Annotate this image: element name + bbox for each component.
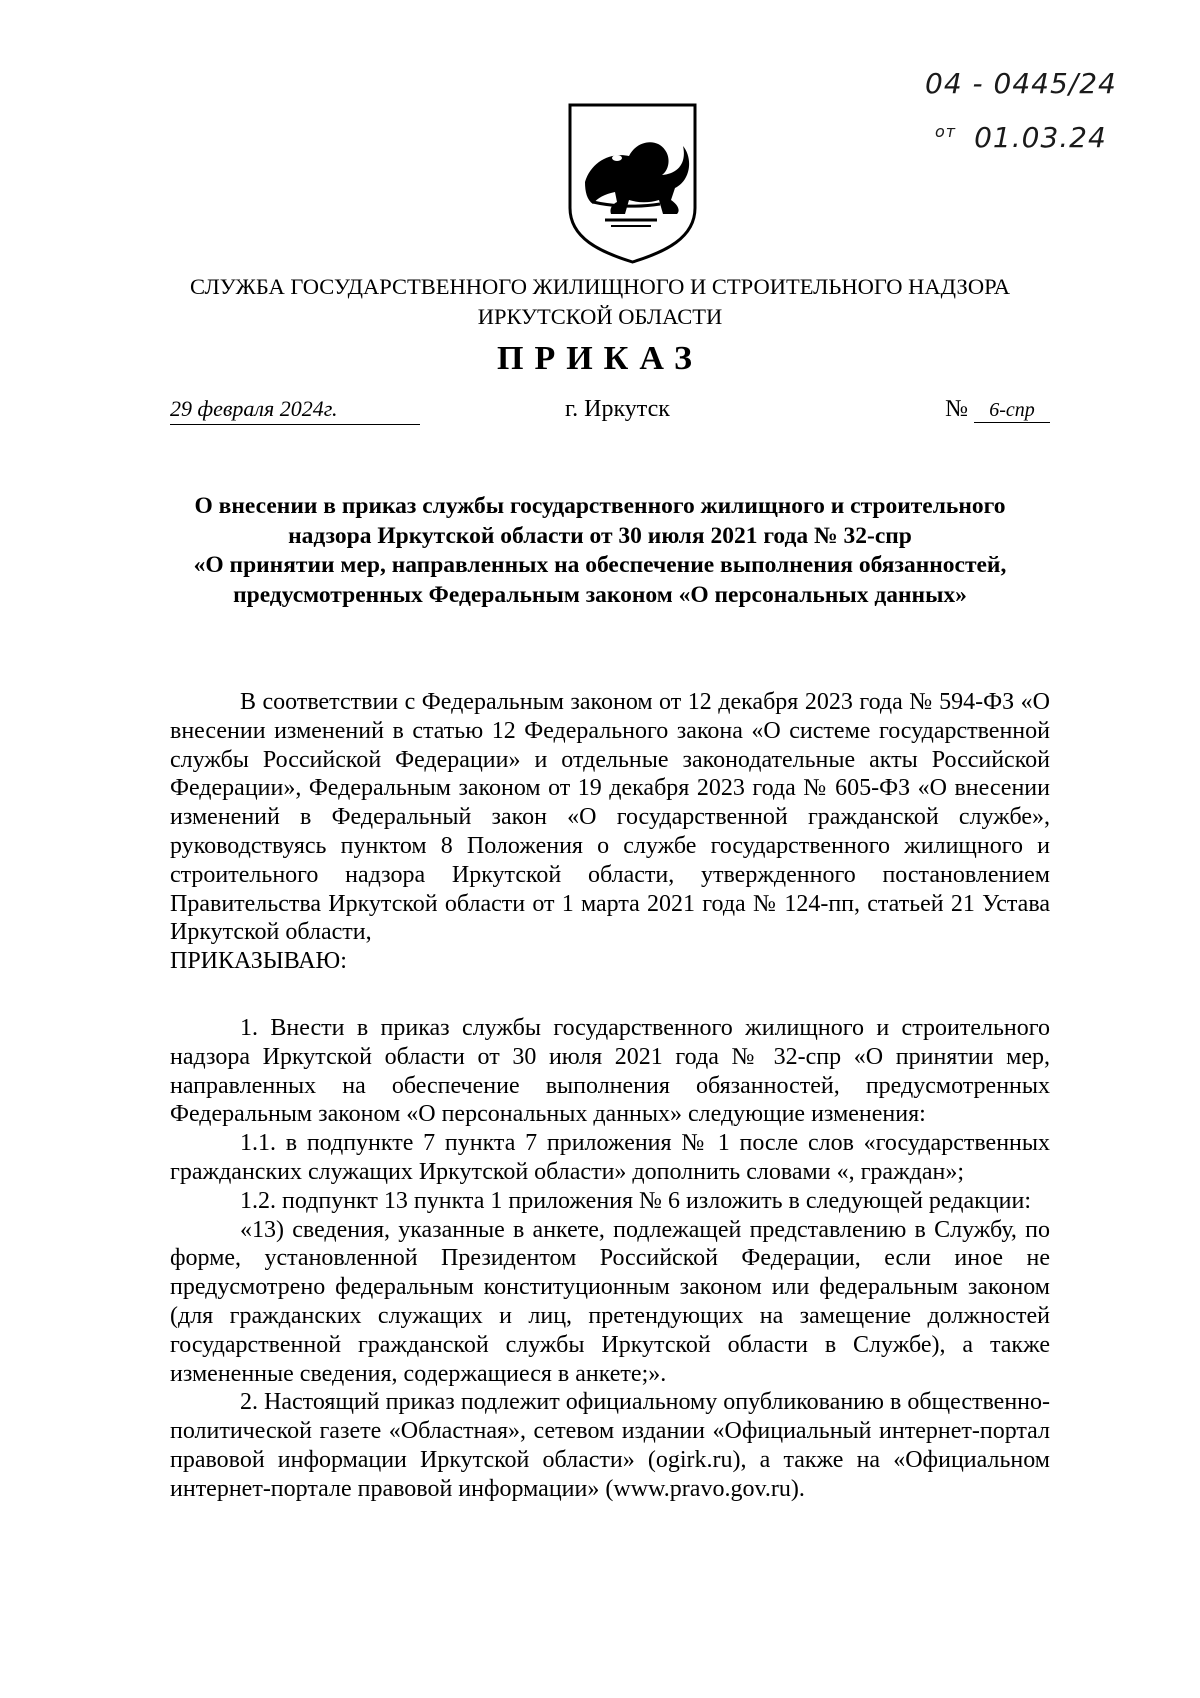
preamble-paragraph: В соответствии с Федеральным законом от 12 декабря 2023 года № 594-ФЗ «О внесении изменений в статью 12 Федерального закона «О системе государственной службы Российской Федерации» и отдельные законодательные акты Российской Федерации», Федеральным законом от 19 декабря 2023 года № 605-ФЗ «О внесении изменений в Федеральный закон «О государственной гражданской службе», руководствуясь пунктом 8 Положения о службе государственного жилищного и строительного надзора Иркутской области, утвержденного постановлением Правительства Иркутской области от 1 марта 2021 года № 124-пп, статьей 21 Устава Иркутской области,	[170, 689, 1050, 946]
registration-date: 01.03.24	[974, 121, 1107, 154]
document-type-title: ПРИКАЗ	[497, 340, 703, 377]
registration-date-prefix: от	[935, 122, 957, 141]
order-item: 1.1. в подпункте 7 пункта 7 приложения № 1 после слов «государственных гражданских служащих Иркутской области» дополнить словами «, граждан»;	[170, 1130, 1050, 1185]
agency-name	[150, 272, 1050, 332]
order-item: «13) сведения, указанные в анкете, подлежащей представлению в Службу, по форме, установленной Президентом Российской Федерации, если иное не предусмотрено федеральным конституционным законом или федеральным законом (для гражданских служащих и лиц, претендующих на замещение должностей государственной гражданской службы Иркутской области в Службе), а также измененные сведения, содержащиеся в анкете;».	[170, 1216, 1050, 1387]
order-items	[170, 1014, 1050, 1504]
order-word: ПРИКАЗЫВАЮ:	[170, 948, 347, 975]
order-number	[945, 396, 1050, 423]
order-item: 1.2. подпункт 13 пункта 1 приложения № 6 изложить в следующей редакции:	[240, 1187, 1031, 1214]
order-city: г. Иркутск	[565, 396, 670, 422]
registration-stamp	[925, 60, 1155, 162]
order-number-value: 6-спр	[974, 399, 1050, 423]
order-number-label: №	[945, 396, 968, 422]
subject-line: предусмотренных Федеральным законом «О персональных данных»	[233, 581, 967, 608]
order-subject	[150, 492, 1050, 610]
agency-line: ИРКУТСКОЙ ОБЛАСТИ	[477, 304, 723, 329]
order-date: 29 февраля 2024г.	[170, 396, 420, 425]
order-item: 2. Настоящий приказ подлежит официальному опубликованию в общественно-политической газете «Областная», сетевом издании «Официальный интернет-портал правовой информации Иркутской области» (ogirk.ru), а также на «Официальном интернет-портале правовой информации» (www.pravo.gov.ru).	[170, 1389, 1050, 1502]
date-place-number-line	[170, 396, 1050, 436]
preamble-block	[170, 688, 1050, 976]
order-item: 1. Внести в приказ службы государственного жилищного и строительного надзора Иркутской области от 30 июля 2021 года № 32-спр «О принятии мер, направленных на обеспечение выполнения обязанностей, предусмотренных Федеральным законом «О персональных данных» следующие изменения:	[170, 1015, 1050, 1128]
registration-number: 04 - 0445/24	[925, 67, 1117, 100]
agency-line: СЛУЖБА ГОСУДАРСТВЕННОГО ЖИЛИЩНОГО И СТРОИТЕЛЬНОГО НАДЗОРА	[190, 274, 1010, 299]
subject-line: надзора Иркутской области от 30 июля 2021 года № 32-спр	[288, 522, 912, 549]
irkutsk-babr-coat-of-arms-icon	[565, 100, 700, 265]
subject-line: О внесении в приказ службы государственного жилищного и строительного	[194, 493, 1006, 519]
subject-line: «О принятии мер, направленных на обеспечение выполнения обязанностей,	[193, 552, 1007, 578]
